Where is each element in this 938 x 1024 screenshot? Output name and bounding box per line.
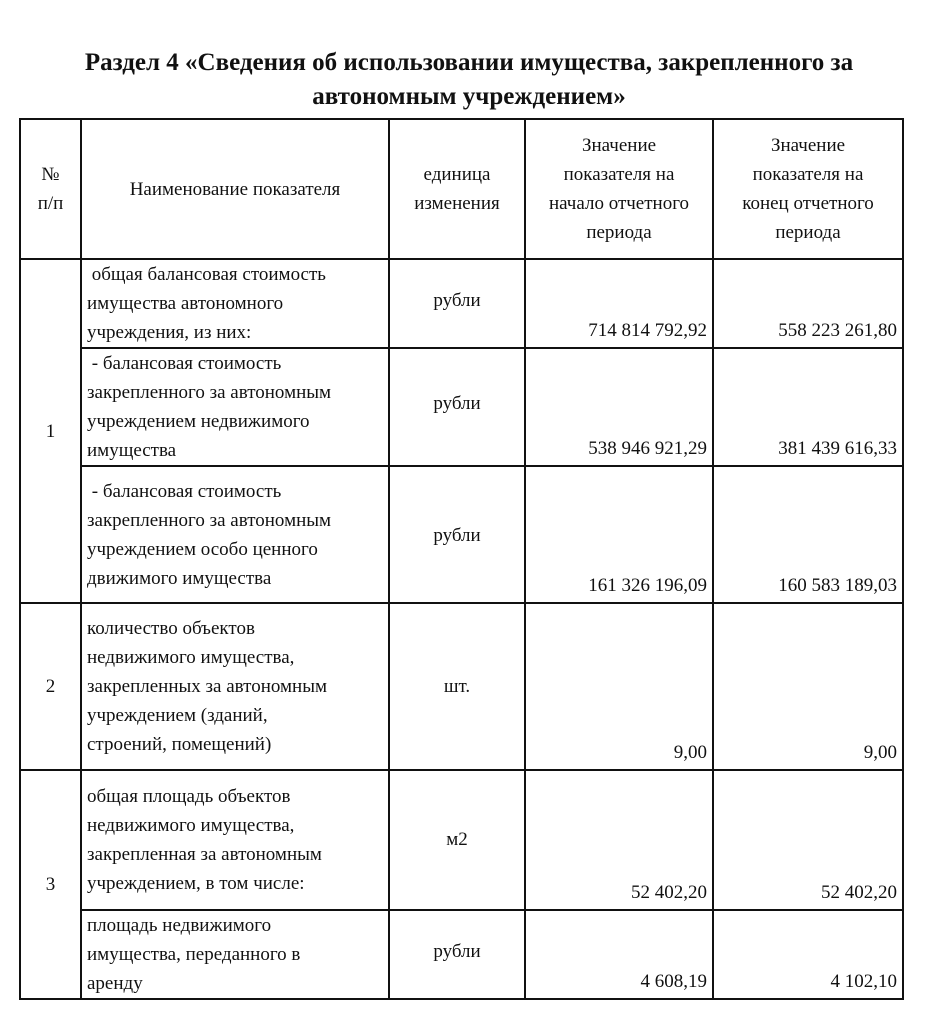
- name-line: недвижимого имущества,: [87, 815, 295, 836]
- row-start-value: 161 326 196,09: [525, 466, 713, 603]
- property-usage-table: [19, 118, 904, 1000]
- row-end-value: 4 102,10: [713, 910, 903, 999]
- row-number: 2: [20, 603, 81, 770]
- header-start-value: [525, 119, 713, 259]
- row-indicator-name: [81, 348, 389, 466]
- row-indicator-name: [81, 910, 389, 999]
- header-end-line-1: Значение: [770, 135, 846, 156]
- row-indicator-name: [81, 259, 389, 348]
- row-start-value: 52 402,20: [525, 770, 713, 910]
- row-unit: [389, 603, 525, 770]
- table-row: [20, 348, 903, 466]
- table-header-row: [20, 119, 903, 259]
- row-number: 3: [20, 770, 81, 999]
- header-end-line-3: конец отчетного: [742, 193, 874, 214]
- section-title-line-2: автономным учреждением»: [312, 83, 626, 110]
- name-line: площадь недвижимого: [87, 915, 272, 936]
- name-line: учреждением, в том числе:: [87, 873, 305, 894]
- name-line: аренду: [87, 973, 143, 994]
- name-line: - балансовая стоимость: [87, 480, 282, 502]
- header-number: [20, 119, 81, 259]
- header-start-line-3: начало отчетного: [548, 193, 690, 214]
- name-line: недвижимого имущества,: [87, 647, 295, 668]
- table-row: [20, 466, 903, 603]
- name-line: закрепленного за автономным: [87, 509, 332, 531]
- header-unit-line-1: единица: [423, 164, 491, 185]
- name-line: закрепленная за автономным: [87, 844, 322, 865]
- name-line: учреждением недвижимого: [87, 411, 310, 432]
- row-indicator-name: [81, 603, 389, 770]
- header-start-line-1: Значение: [581, 135, 657, 156]
- name-line: закрепленного за автономным: [87, 382, 332, 403]
- header-unit-line-2: изменения: [414, 193, 500, 214]
- name-line: движимого имущества: [87, 567, 272, 589]
- header-number-line-2: п/п: [37, 193, 64, 214]
- name-line: имущества, переданного в: [87, 944, 301, 965]
- row-unit: [389, 348, 525, 466]
- unit-text: рубли: [433, 941, 481, 962]
- unit-text: м2: [446, 829, 468, 850]
- row-start-value: 4 608,19: [525, 910, 713, 999]
- unit-text: шт.: [443, 676, 471, 697]
- header-unit: [389, 119, 525, 259]
- row-start-value: 9,00: [525, 603, 713, 770]
- name-line: имущества: [87, 440, 177, 461]
- name-line: - балансовая стоимость: [87, 353, 282, 374]
- header-number-line-1: №: [41, 164, 60, 185]
- unit-text: рубли: [433, 525, 481, 546]
- header-start-line-2: показателя на: [563, 164, 675, 185]
- name-line: учреждением (зданий,: [87, 705, 268, 726]
- name-line: общая площадь объектов: [87, 786, 291, 807]
- row-start-value: 714 814 792,92: [525, 259, 713, 348]
- section-title-line-1: Раздел 4 «Сведения об использовании имущества, закрепленного за: [84, 49, 854, 76]
- row-end-value: 9,00: [713, 603, 903, 770]
- row-unit: [389, 910, 525, 999]
- table-row: [20, 770, 903, 910]
- header-start-line-4: периода: [586, 222, 652, 243]
- name-line: учреждения, из них:: [87, 322, 252, 343]
- header-end-line-2: показателя на: [752, 164, 864, 185]
- row-start-value: 538 946 921,29: [525, 348, 713, 466]
- table-row: [20, 910, 903, 999]
- header-end-line-4: периода: [775, 222, 841, 243]
- header-indicator-name: Наименование показателя: [81, 119, 389, 259]
- section-title: [0, 46, 938, 114]
- row-unit: [389, 466, 525, 603]
- row-number: 1: [20, 259, 81, 603]
- table-row: [20, 603, 903, 770]
- name-line: количество объектов: [87, 618, 255, 639]
- row-end-value: 381 439 616,33: [713, 348, 903, 466]
- row-unit: [389, 259, 525, 348]
- table-row: [20, 259, 903, 348]
- name-line: строений, помещений): [87, 734, 272, 755]
- name-line: имущества автономного: [87, 293, 284, 314]
- row-end-value: 558 223 261,80: [713, 259, 903, 348]
- row-indicator-name: [81, 770, 389, 910]
- name-line: учреждением особо ценного: [87, 538, 318, 560]
- unit-text: рубли: [433, 290, 481, 311]
- header-end-value: [713, 119, 903, 259]
- row-indicator-name: [81, 466, 389, 603]
- row-unit: [389, 770, 525, 910]
- row-end-value: 160 583 189,03: [713, 466, 903, 603]
- name-line: закрепленных за автономным: [87, 676, 327, 697]
- name-line: общая балансовая стоимость: [87, 264, 326, 285]
- row-end-value: 52 402,20: [713, 770, 903, 910]
- unit-text: рубли: [433, 393, 481, 414]
